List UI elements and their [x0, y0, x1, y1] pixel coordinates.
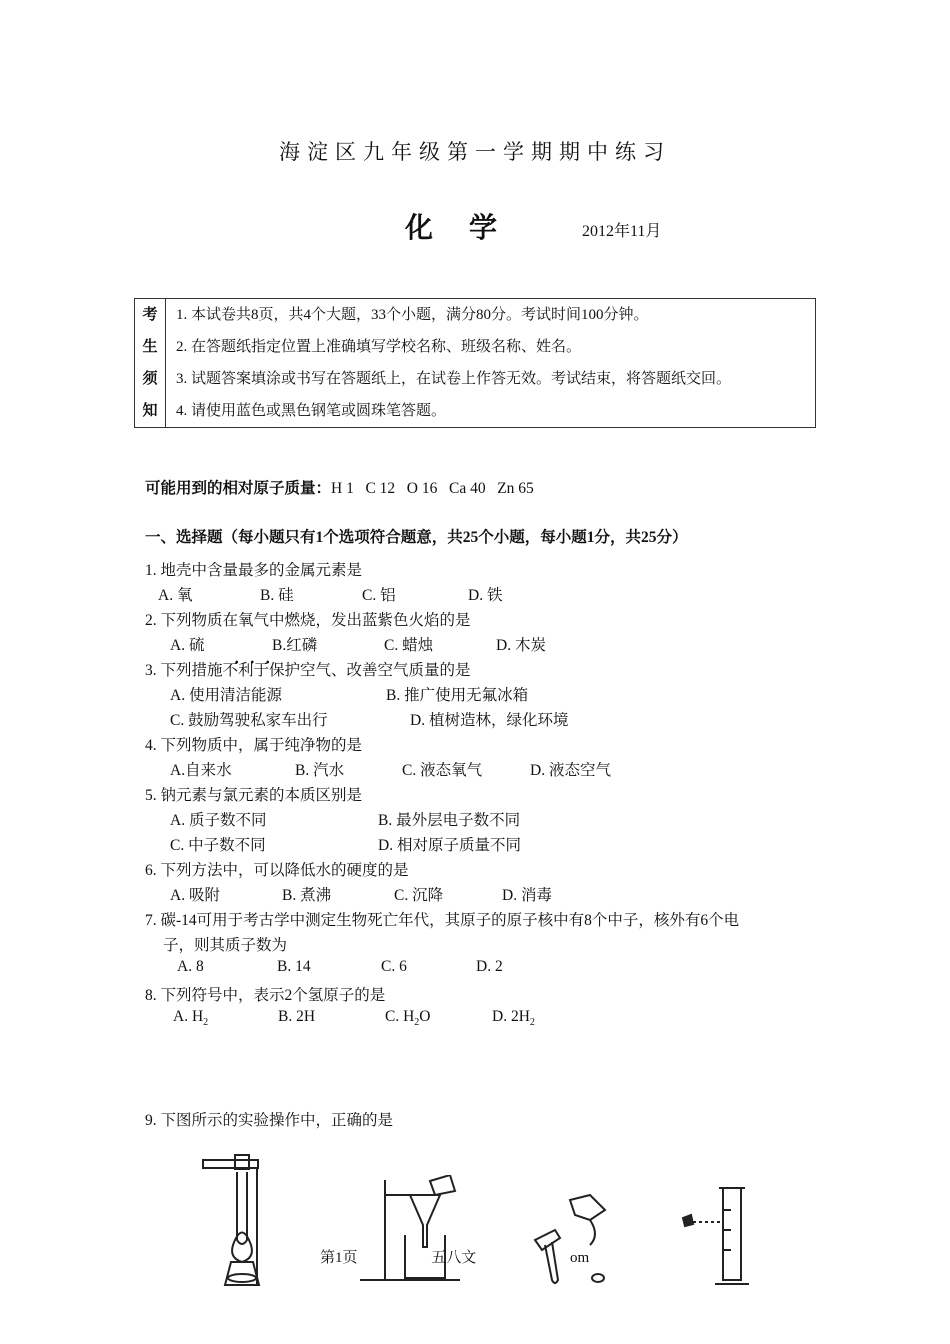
- question-5-option-d[interactable]: D. 相对原子质量不同: [378, 837, 521, 854]
- notice-box: [134, 298, 816, 428]
- question-8-option-d[interactable]: D. $2H_2$: [492, 1008, 535, 1029]
- notice-item: 3. 试题答案填涂或书写在答题纸上，在试卷上作答无效。考试结束，将答题纸交回。: [176, 371, 732, 387]
- question-7-option-a[interactable]: A. 8: [177, 958, 204, 975]
- question-4-option-b[interactable]: B. 汽水: [295, 762, 345, 779]
- heating-test-tube-illustration: [195, 1150, 285, 1290]
- question-1-stem: 1. 地壳中含量最多的金属元素是: [145, 562, 363, 579]
- question-2-option-a[interactable]: A. 硫: [170, 637, 205, 654]
- question-6-stem: 6. 下列方法中，可以降低水的硬度的是: [145, 862, 409, 879]
- question-6-option-a[interactable]: A. 吸附: [170, 887, 220, 904]
- question-7-stem-line2: 子，则其质子数为: [163, 937, 288, 954]
- pouring-liquid-illustration: [530, 1190, 620, 1290]
- notice-label: 考 生 须 知: [135, 299, 166, 428]
- filtration-illustration: [355, 1175, 465, 1285]
- page-footer: [320, 1246, 589, 1267]
- question-8-stem: 8. 下列符号中，表示2个氢原子的是: [145, 987, 386, 1004]
- emphasis-text: 不利于: [222, 662, 270, 679]
- question-8-option-c[interactable]: C. $H_2O$: [385, 1008, 431, 1029]
- question-1-option-a[interactable]: A. 氧: [158, 587, 193, 604]
- question-9-stem: 9. 下图所示的实验操作中，正确的是: [145, 1112, 394, 1129]
- exam-date: 2012年11月: [582, 223, 662, 240]
- question-6-option-b[interactable]: B. 煮沸: [282, 887, 332, 904]
- question-8-option-a[interactable]: A. $H_2$: [173, 1008, 209, 1029]
- section-heading: 一、选择题（每小题只有1个选项符合题意，共25个小题，每小题1分，共25分）: [145, 529, 688, 546]
- question-4-option-c[interactable]: C. 液态氧气: [402, 762, 483, 779]
- question-4-option-d[interactable]: D. 液态空气: [530, 762, 611, 779]
- question-5-option-b[interactable]: B. 最外层电子数不同: [378, 812, 521, 829]
- exam-subject: 化学: [405, 213, 534, 244]
- question-5-option-a[interactable]: A. 质子数不同: [170, 812, 267, 829]
- question-8-option-b[interactable]: B. 2H: [278, 1008, 316, 1025]
- notice-item: 4. 请使用蓝色或黑色钢笔或圆珠笔答题。: [176, 403, 447, 419]
- question-6-option-c[interactable]: C. 沉降: [394, 887, 444, 904]
- footer-page-number: 第1页: [320, 1250, 358, 1266]
- question-1-option-d[interactable]: D. 铁: [468, 587, 503, 604]
- question-3-option-a[interactable]: A. 使用清洁能源: [170, 687, 282, 704]
- question-3-option-c[interactable]: C. 鼓励驾驶私家车出行: [170, 712, 328, 729]
- exam-title: 海淀区九年级第一学期期中练习: [279, 140, 671, 164]
- question-7-option-b[interactable]: B. 14: [277, 958, 311, 975]
- question-7-option-d[interactable]: D. 2: [476, 958, 503, 975]
- question-6-option-d[interactable]: D. 消毒: [502, 887, 552, 904]
- question-2-option-d[interactable]: D. 木炭: [496, 637, 546, 654]
- question-5-option-c[interactable]: C. 中子数不同: [170, 837, 266, 854]
- question-7-stem-line1: 7. 碳-14可用于考古学中测定生物死亡年代，其原子的原子核中有8个中子，核外有6个电: [145, 912, 740, 929]
- question-3-stem: 3. 下列措施不利于保护空气、改善空气质量的是: [145, 662, 471, 679]
- atomic-masses: 可能用到的相对原子质量：H 1 C 12 O 16 Ca 40 Zn 65: [145, 480, 534, 497]
- question-1-option-b[interactable]: B. 硅: [260, 587, 294, 604]
- notice-items: [166, 299, 816, 428]
- question-3-option-d[interactable]: D. 植树造林，绿化环境: [410, 712, 569, 729]
- question-4-option-a[interactable]: A.自来水: [170, 762, 232, 779]
- question-4-stem: 4. 下列物质中，属于纯净物的是: [145, 737, 363, 754]
- question-2-option-b[interactable]: B.红磷: [272, 637, 318, 654]
- footer-source: 五八文: [431, 1250, 477, 1266]
- question-2-stem: 2. 下列物质在氧气中燃烧，发出蓝紫色火焰的是: [145, 612, 471, 629]
- reading-cylinder-illustration: [675, 1180, 755, 1290]
- notice-item: 2. 在答题纸指定位置上准确填写学校名称、班级名称、姓名。: [176, 339, 582, 355]
- notice-item: 1. 本试卷共8页，共4个大题，33个小题，满分80分。考试时间100分钟。: [176, 307, 649, 323]
- question-5-stem: 5. 钠元素与氯元素的本质区别是: [145, 787, 363, 804]
- question-2-option-c[interactable]: C. 蜡烛: [384, 637, 434, 654]
- question-1-option-c[interactable]: C. 铝: [362, 587, 396, 604]
- question-7-option-c[interactable]: C. 6: [381, 958, 407, 975]
- footer-domain: om: [570, 1250, 590, 1266]
- question-3-option-b[interactable]: B. 推广使用无氟冰箱: [386, 687, 529, 704]
